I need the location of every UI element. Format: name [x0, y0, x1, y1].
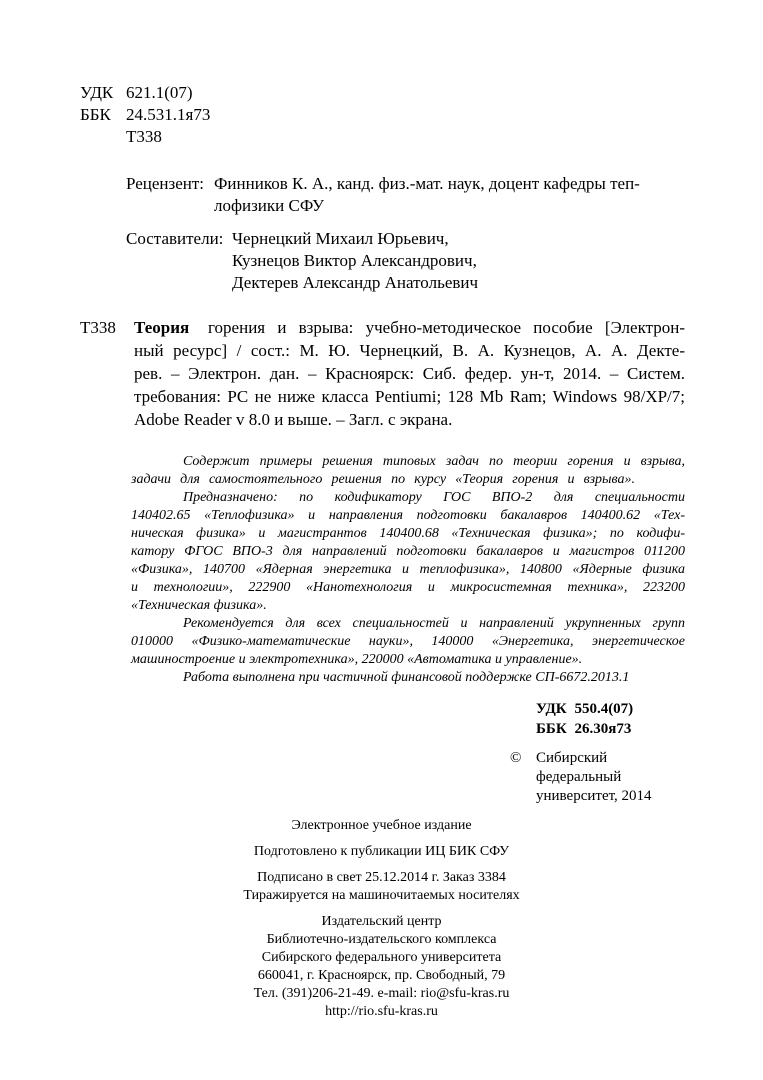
copyright-line: университет, 2014: [536, 788, 652, 804]
annotation-line: «Техническая физика».: [131, 598, 267, 613]
annotation-line: Содержит примеры решения типовых задач по теории горения и взрыва,: [183, 454, 685, 469]
bibliography-line: Adobe Reader v 8.0 и выше. – Загл. с экрана.: [134, 410, 453, 429]
reviewer-line-1: Финников К. А., канд. физ.-мат. наук, доцент кафедры теп-: [214, 174, 640, 193]
publisher-line: Библиотечно-издательского комплекса: [266, 932, 497, 947]
bottom-udk: УДК 550.4(07): [536, 701, 634, 717]
annotation-line: катору ФГОС ВПО-3 для направлений подготовки бакалавров и магистров 011200: [131, 544, 685, 559]
signed-line: Подписано в свет 25.12.2014 г. Заказ 3384: [257, 870, 506, 885]
reviewer-label: Рецензент:: [126, 174, 205, 193]
publisher-line: Тел. (391)206-21-49. e-mail: rio@sfu-kras.ru: [253, 986, 510, 1001]
publisher-line: 660041, г. Красноярск, пр. Свободный, 79: [257, 968, 506, 983]
annotation-line: задачи для самостоятельного решения по курсу «Теория горения и взрыва».: [131, 472, 635, 487]
replicated-line: Тиражируется на машиночитаемых носителях: [243, 888, 520, 903]
annotation-line: Предназначено: по кодификатору ГОС ВПО-2 для специальности: [183, 490, 685, 505]
bibliography-mark: Т338: [80, 318, 116, 337]
compilers-label: Составители:: [126, 229, 224, 248]
annotation-line: 010000 «Физико-математические науки», 140000 «Энергетика, энергетическое: [131, 634, 685, 649]
bibliography-line: требования: PC не ниже класса Pentiumi; 128 Mb Ram; Windows 98/XP/7;: [134, 387, 685, 406]
copyright-line: федеральный: [536, 769, 622, 785]
bibliography-line: ный ресурс] / сост.: М. Ю. Чернецкий, В. А. Кузнецов, А. А. Декте-: [134, 341, 685, 360]
annotation-line: ническая физика» и магистрантов 140400.68 «Техническая физика»; по кодифи-: [131, 526, 685, 541]
bottom-bbk: ББК 26.30я73: [536, 721, 632, 737]
copyright-symbol: ©: [510, 750, 522, 766]
publisher-line: http://rio.sfu-kras.ru: [325, 1004, 438, 1019]
annotation-line: «Физика», 140700 «Ядерная энергетика и теплофизика», 140800 «Ядерные физика: [131, 562, 685, 577]
compiler-name: Кузнецов Виктор Александрович,: [232, 251, 477, 270]
compiler-name: Чернецкий Михаил Юрьевич,: [232, 229, 449, 248]
annotation-line: и технологии», 222900 «Нанотехнология и микросистемная техника», 223200: [131, 580, 685, 595]
bibliography-line: рев. – Электрон. дан. – Красноярск: Сиб. федер. ун-т, 2014. – Систем.: [134, 364, 685, 383]
bbk-label: ББК: [80, 105, 111, 124]
bibliography-line: горения и взрыва: учебно-методическое пособие [Электрон-: [208, 318, 685, 337]
annotation-line: Рекомендуется для всех специальностей и направлений укрупненных групп: [183, 616, 685, 631]
annotation-line: машиностроение и электротехника», 220000 «Автоматика и управление».: [131, 652, 583, 667]
author-mark: Т338: [126, 127, 162, 146]
annotation-funding: Работа выполнена при частичной финансовой поддержке СП-6672.2013.1: [183, 670, 630, 685]
bibliography-title-word: Теория: [134, 318, 190, 337]
udk-label: УДК: [80, 83, 114, 102]
edition-type: Электронное учебное издание: [291, 818, 472, 833]
annotation-line: 140402.65 «Теплофизика» и направления подготовки бакалавров 140400.62 «Тех-: [131, 508, 685, 523]
publisher-line: Издательский центр: [321, 914, 442, 929]
compiler-name: Дектерев Александр Анатольевич: [232, 273, 479, 292]
publisher-line: Сибирского федерального университета: [261, 950, 502, 965]
prepared-line: Подготовлено к публикации ИЦ БИК СФУ: [253, 844, 510, 859]
copyright-line: Сибирский: [536, 750, 608, 766]
bbk-value: 24.531.1я73: [126, 105, 211, 124]
udk-value: 621.1(07): [126, 83, 193, 102]
reviewer-line-2: лофизики СФУ: [214, 196, 325, 215]
